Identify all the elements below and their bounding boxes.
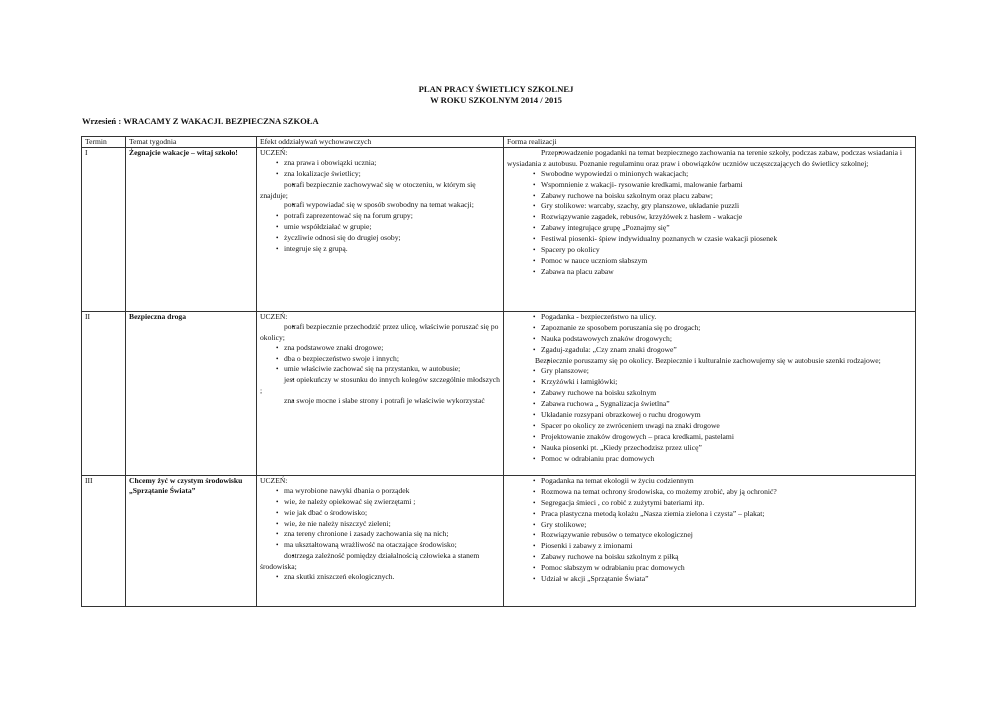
table-row xyxy=(82,311,916,475)
forma-item: • Zabawa ruchowa „ Sygnalizacja świetlna” xyxy=(507,399,912,410)
efekt-item: • wie jak dbać o środowisko; xyxy=(260,508,500,519)
efekt-cell xyxy=(257,311,504,475)
efekt-item: • dostrzega zależność pomiędzy działalnością człowieka a stanem środowiska; xyxy=(260,551,500,572)
forma-item: • Spacer po okolicy ze zwróceniem uwagi na znaki drogowe xyxy=(507,421,912,432)
efekt-item: • zna tereny chronione i zasady zachowania się na nich; xyxy=(260,529,500,540)
forma-item: • Zabawy ruchowe na boisku szkolnym xyxy=(507,388,912,399)
forma-cell xyxy=(504,311,916,475)
forma-item: • Festiwal piosenki- śpiew indywidualny poznanych w czasie wakacji piosenek xyxy=(507,234,912,245)
efekt-intro: UCZEŃ: xyxy=(260,147,288,157)
efekt-item: • zna podstawowe znaki drogowe; xyxy=(260,343,500,354)
temat-cell: Chcemy żyć w czystym środowisku „Sprzątanie Świata” xyxy=(126,475,257,606)
efekt-item: • zna swoje mocne i słabe strony i potrafi je właściwie wykorzystać xyxy=(260,396,500,407)
efekt-item: • zna prawa i obowiązki ucznia; xyxy=(260,158,500,169)
table-header-row xyxy=(82,137,916,148)
title-line-1: PLAN PRACY ŚWIETLICY SZKOLNEJ xyxy=(418,84,574,94)
efekt-cell xyxy=(257,475,504,606)
efekt-item: • życzliwie odnosi się do drugiej osoby; xyxy=(260,233,500,244)
month-heading: Wrzesień : WRACAMY Z WAKACJI. BEZPIECZNA SZKOŁA xyxy=(82,116,319,126)
temat-cell: Żegnajcie wakacje – witaj szkoło! xyxy=(126,147,257,311)
forma-item: • Swobodne wypowiedzi o minionych wakacjach; xyxy=(507,169,912,180)
forma-item: • Zabawy ruchowe na boisku szkolnym z piłką xyxy=(507,552,912,563)
plan-table xyxy=(81,136,916,607)
forma-item: • Praca plastyczna metodą kolażu „Nasza ziemia zielona i czysta” – plakat; xyxy=(507,509,912,520)
forma-cell xyxy=(504,475,916,606)
efekt-intro: UCZEŃ: xyxy=(260,475,288,485)
forma-item: • Zabawa na placu zabaw xyxy=(507,267,912,278)
forma-item: • Krzyżówki i łamigłówki; xyxy=(507,377,912,388)
forma-item: • Rozwiązywanie rebusów o tematyce ekologicznej xyxy=(507,530,912,541)
efekt-item: • ma ukształtowaną wrażliwość na otaczające środowisko; xyxy=(260,540,500,551)
forma-item: • Gry planszowe; xyxy=(507,366,912,377)
efekt-cell xyxy=(257,147,504,311)
efekt-item: • umie właściwie zachować się na przystanku, w autobusie; xyxy=(260,364,500,375)
efekt-item: • jest opiekuńczy w stosunku do innych kolegów szczególnie młodszych ; xyxy=(260,375,500,396)
forma-item: • Nauka piosenki pt. „Kiedy przechodzisz przez ulicę” xyxy=(507,443,912,454)
termin-cell: II xyxy=(82,311,126,475)
forma-item: • Rozmowa na temat ochrony środowiska, co możemy zrobić, aby ją ochronić? xyxy=(507,487,912,498)
header-efekt: Efekt oddziaływań wychowawczych xyxy=(257,137,504,148)
forma-item: • Piosenki i zabawy z imionami xyxy=(507,541,912,552)
efekt-item: • potrafi wypowiadać się w sposób swobodny na temat wakacji; xyxy=(260,200,500,211)
forma-item: • Pomoc słabszym w odrabianiu prac domowych xyxy=(507,563,912,574)
efekt-item: • umie współdziałać w grupie; xyxy=(260,222,500,233)
forma-item: • Segregacja śmieci , co robić z zużytymi bateriami itp. xyxy=(507,498,912,509)
forma-item: • Zgaduj-zgadula: „Czy znam znaki drogowe” xyxy=(507,345,912,356)
efekt-item: • wie, że nie należy niszczyć zieleni; xyxy=(260,519,500,530)
table-row xyxy=(82,147,916,311)
header-temat: Temat tygodnia xyxy=(126,137,257,148)
termin-cell: III xyxy=(82,475,126,606)
efekt-item: • integruje się z grupą. xyxy=(260,244,500,255)
efekt-item: • zna skutki zniszczeń ekologicznych. xyxy=(260,572,500,583)
efekt-item: • dba o bezpieczeństwo swoje i innych; xyxy=(260,354,500,365)
forma-item: • Projektowanie znaków drogowych – praca kredkami, pastelami xyxy=(507,432,912,443)
title-line-2: W ROKU SZKOLNYM 2014 / 2015 xyxy=(430,95,562,105)
forma-item: • Pogadanka na temat ekologii w życiu codziennym xyxy=(507,476,912,487)
forma-item: • Gry stolikowe; xyxy=(507,520,912,531)
forma-item: • Rozwiązywanie zagadek, rebusów, krzyżówek z hasłem - wakacje xyxy=(507,212,912,223)
forma-item: • Zapoznanie ze sposobem poruszania się po drogach; xyxy=(507,323,912,334)
forma-item: • Pomoc w odrabianiu prac domowych xyxy=(507,454,912,465)
efekt-item: • zna lokalizacje świetlicy; xyxy=(260,169,500,180)
forma-item: • Wspomnienie z wakacji- rysowanie kredkami, malowanie farbami xyxy=(507,180,912,191)
forma-item: • Udział w akcji „Sprzątanie Świata” xyxy=(507,574,912,585)
forma-item: • Zabawy integrujące grupę „Poznajmy się” xyxy=(507,223,912,234)
termin-cell: I xyxy=(82,147,126,311)
forma-item: • Nauka podstawowych znaków drogowych; xyxy=(507,334,912,345)
forma-item: • Pogadanka - bezpieczeństwo na ulicy. xyxy=(507,312,912,323)
efekt-item: • potrafi bezpiecznie przechodzić przez ulicę, właściwie poruszać się po okolicy; xyxy=(260,322,500,343)
forma-item: • Gry stolikowe: warcaby, szachy, gry planszowe, układanie puzzli xyxy=(507,201,912,212)
temat-cell: Bezpieczna droga xyxy=(126,311,257,475)
forma-item: • Pomoc w nauce uczniom słabszym xyxy=(507,256,912,267)
forma-item: • Zabawy ruchowe na boisku szkolnym oraz placu zabaw; xyxy=(507,191,912,202)
forma-cell xyxy=(504,147,916,311)
efekt-item: • potrafi zaprezentować się na forum grupy; xyxy=(260,211,500,222)
forma-item: • Bezpiecznie poruszamy się po okolicy. Bezpiecznie i kulturalnie zachowujemy się w autobusie szenki rodzajowe; xyxy=(507,356,912,367)
forma-item: • Spacery po okolicy xyxy=(507,245,912,256)
header-termin: Termin xyxy=(82,137,126,148)
document-title xyxy=(0,84,992,106)
efekt-item: • potrafi bezpiecznie zachowywać się w otoczeniu, w którym się znajduje; xyxy=(260,180,500,201)
efekt-item: • wie, że należy opiekować się zwierzętami ; xyxy=(260,497,500,508)
header-forma: Forma realizacji xyxy=(504,137,916,148)
table-row xyxy=(82,475,916,606)
efekt-intro: UCZEŃ: xyxy=(260,311,288,321)
efekt-item: • ma wyrobione nawyki dbania o porządek xyxy=(260,486,500,497)
forma-item: • Przeprowadzenie pogadanki na temat bezpiecznego zachowania na terenie szkoły, podczas zabaw, podczas wsiadania i wysiadania z autobusu. Poznanie regulaminu oraz praw i obowiązków uczniów uczęszczających do świetlicy szkolnej; xyxy=(507,148,912,169)
forma-item: • Układanie rozsypani obrazkowej o ruchu drogowym xyxy=(507,410,912,421)
